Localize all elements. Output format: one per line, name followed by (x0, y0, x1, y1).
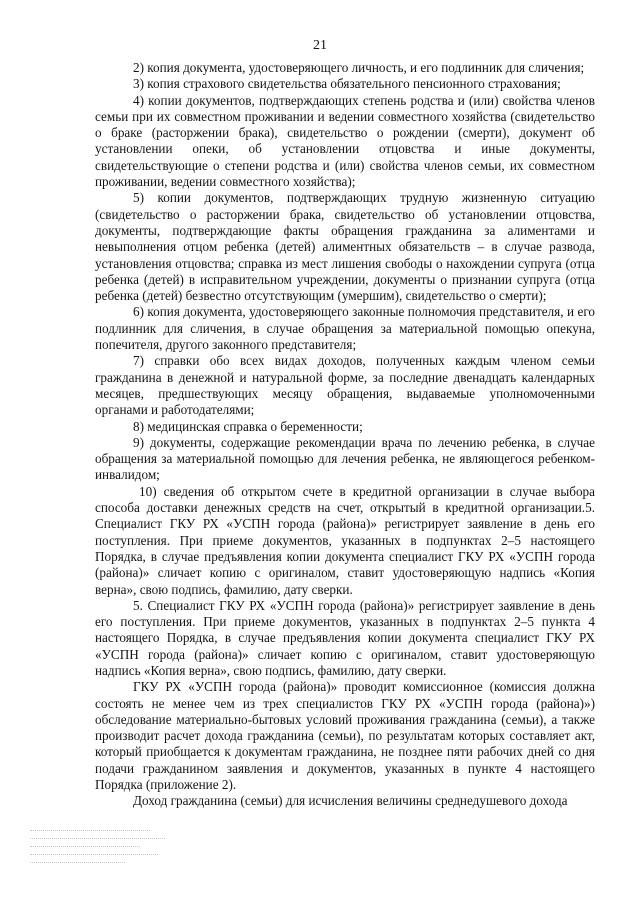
list-item-2: 2) копия документа, удостоверяющего личность, и его подлинник для сличения; (133, 60, 585, 75)
faint-stamp-mark (30, 828, 165, 868)
list-item-9: 9) документы, содержащие рекомендации врача по лечению ребенка, в случае обращения за материальной помощью для лечения ребенка, не являющегося ребенком-инвалидом; (95, 434, 595, 483)
list-item-5: 5) копии документов, подтверждающих трудную жизненную ситуацию (свидетельство о расторжении брака, свидетельство об установлении отцовства, документы, подтверждающие факты обращения гражданина за алиментами и невыполнения отцом ребенка (детей) алиментных обязательств – в случае развода, установления отцовства; справка из мест лишения свободы о нахождении супруга (отца ребенка (детей) в исправительном учреждении, документы о признании супруга (отца ребенка (детей) безвестно отсутствующим (умершим), свидетельство о смерти); (95, 190, 595, 304)
list-item-6: 6) копия документа, удостоверяющего законные полномочия представителя, и его подлинник для сличения, в случае обращения за материальной помощью опекуна, попечителя, другого законного представителя; (95, 304, 595, 353)
document-body (95, 60, 595, 810)
list-item-8: 8) медицинская справка о беременности; (133, 418, 363, 434)
paragraph-income: Доход гражданина (семьи) для исчисления величины среднедушевого дохода (133, 793, 568, 809)
list-item-3: 3) копия страхового свидетельства обязательного пенсионного страхования; (133, 76, 561, 92)
paragraph-section-5: 5. Специалист ГКУ РХ «УСПН города (района)» регистрирует заявление в день его поступления. При приеме документов, указанных в подпунктах 2–5 пункта 4 настоящего Порядка, в случае предъявления копии документа специалист ГКУ РХ «УСПН города (района)» сличает копию с оригиналом, ставит удостоверяющую надпись «Копия верна», свою подпись, фамилию, дату сверки. (95, 597, 595, 678)
page-number: 21 (313, 38, 327, 53)
list-item-10: 10) сведения об открытом счете в кредитной организации в случае выбора способа доставки денежных средств на счет, открытый в кредитной организации.5. Специалист ГКУ РХ «УСПН города (района)» регистрирует заявление в день его поступления. При приеме документов, указанных в подпунктах 2–5 настоящего Порядка, в случае предъявления копии документа специалист ГКУ РХ «УСПН города (района)» сличает копию с оригиналом, ставит удостоверяющую надпись «Копия верна», свою подпись, фамилию, дату сверки. (95, 483, 595, 597)
list-item-7: 7) справки обо всех видах доходов, полученных каждым членом семьи гражданина в денежной и натуральной форме, за последние двенадцать календарных месяцев, предшествующих месяцу обращения, выдаваемые уполномоченными органами и работодателями; (95, 353, 595, 418)
list-item-4: 4) копии документов, подтверждающих степень родства и (или) свойства членов семьи при их совместном проживании и ведении совместного хозяйства (свидетельство о браке (расторжении брака), свидетельство о рождении (смерти), документ об установлении опеки, об установлении отцовства и иные документы, свидетельствующие о степени родства и (или) свойства членов семьи, их совместном проживании, ведении совместного хозяйства); (95, 92, 595, 190)
paragraph-commission: ГКУ РХ «УСПН города (района)» проводит комиссионное (комиссия должна состоять не менее чем из трех специалистов ГКУ РХ «УСПН города (района)») обследование материально-бытовых условий проживания гражданина (семьи), а также производит расчет дохода гражданина (семьи), по результатам которых составляет акт, который приобщается к документам гражданина, не позднее пяти рабочих дней со дня подачи гражданином заявления и документов, указанных в пункте 4 настоящего Порядка (приложение 2). (95, 679, 595, 793)
